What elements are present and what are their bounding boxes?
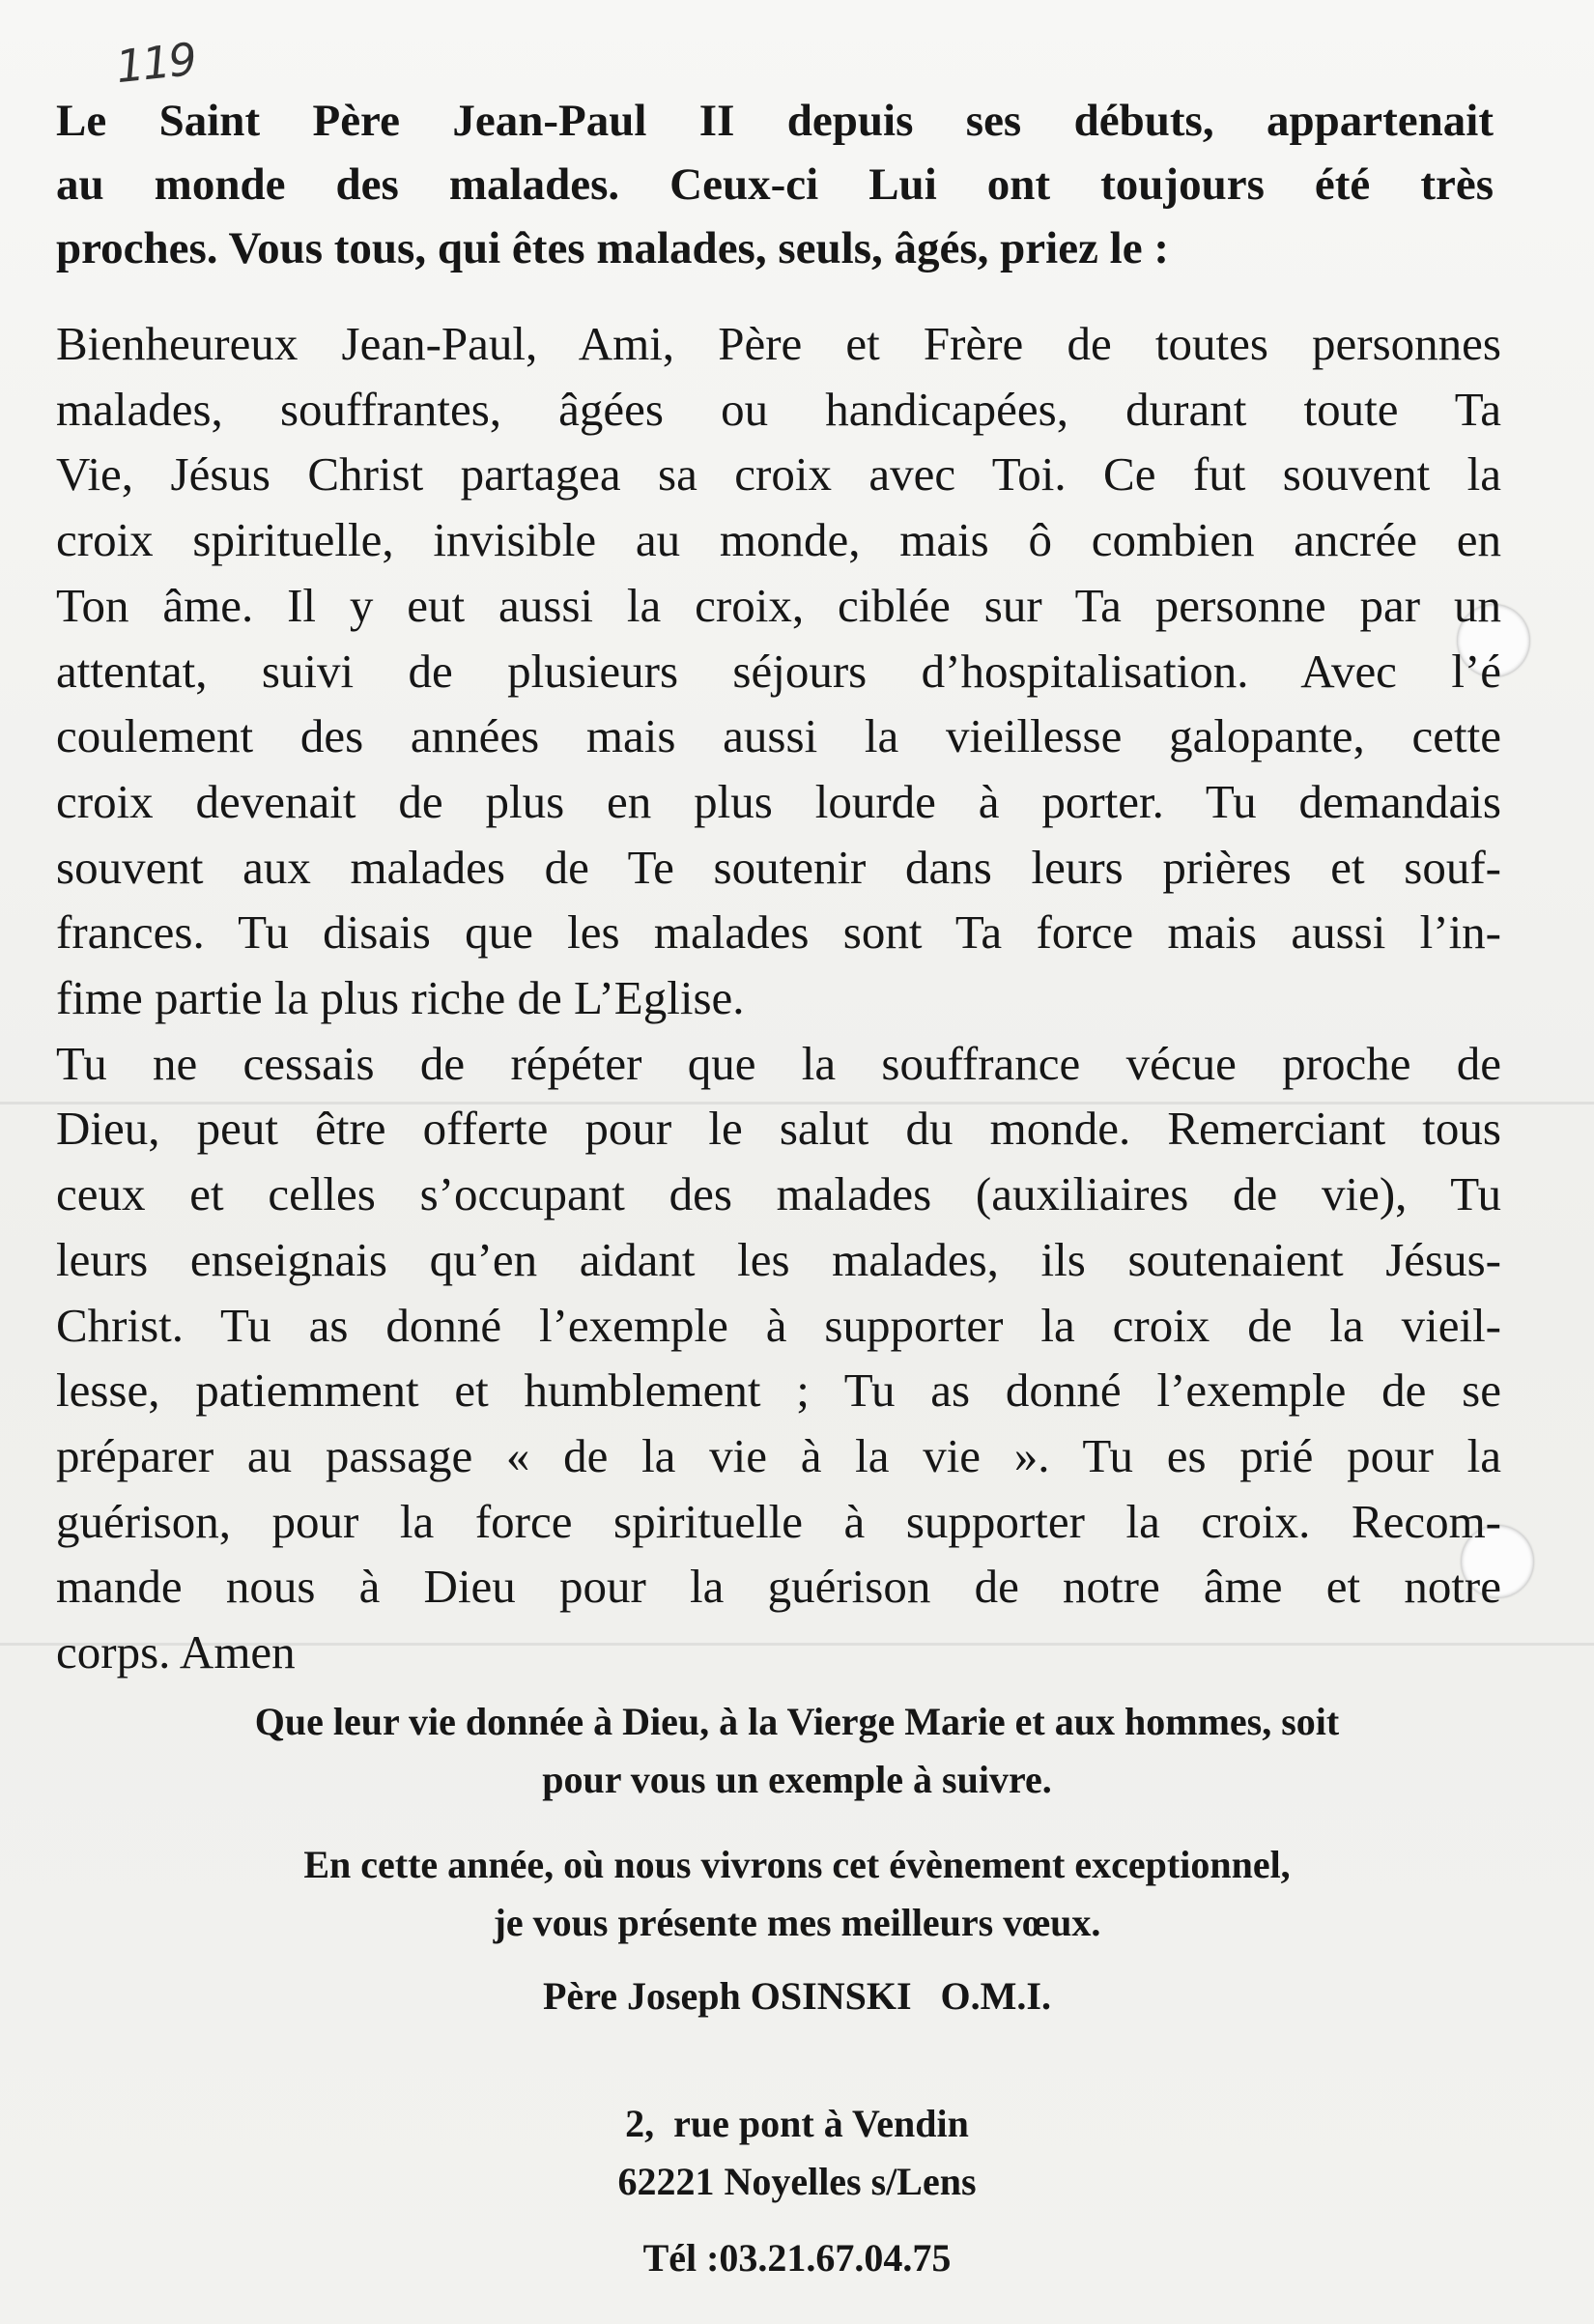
prayer-line: Bienheureux Jean-Paul, Ami, Père et Frère de toutes personnes: [56, 317, 1501, 370]
wishes-statement: [0, 1836, 1594, 1952]
intro-line: proches. Vous tous, qui êtes malades, seuls, âgés, priez le :: [56, 223, 1169, 273]
prayer-line: croix spirituelle, invisible au monde, mais ô combien ancrée en: [56, 513, 1501, 567]
closing-statement: [0, 1693, 1594, 1809]
address-line: 2, rue pont à Vendin: [625, 2102, 969, 2145]
prayer-line: Ton âme. Il y eut aussi la croix, ciblée sur Ta personne par un: [56, 578, 1501, 632]
prayer-line: guérison, pour la force spirituelle à supporter la croix. Recom-: [56, 1494, 1501, 1548]
prayer-line: Christ. Tu as donné l’exemple à supporter la croix de la vieil-: [56, 1298, 1501, 1352]
prayer-line: préparer au passage « de la vie à la vie ». Tu es prié pour la: [56, 1428, 1501, 1482]
closing-line: pour vous un exemple à suivre.: [542, 1758, 1052, 1801]
intro-line: au monde des malades. Ceux-ci Lui ont toujours été très: [56, 159, 1494, 210]
closing-line: Que leur vie donnée à Dieu, à la Vierge Marie et aux hommes, soit: [254, 1700, 1340, 1743]
prayer-line: frances. Tu disais que les malades sont Ta force mais aussi l’in-: [56, 905, 1501, 960]
handwritten-page-number: 119: [113, 32, 198, 94]
signature: [0, 1967, 1594, 2025]
prayer-line: fime partie la plus riche de L’Eglise.: [56, 971, 745, 1025]
wishes-line: je vous présente mes meilleurs vœux.: [493, 1901, 1101, 1944]
postal-address: [0, 2095, 1594, 2211]
prayer-line: Tu ne cessais de répéter que la souffrance vécue proche de: [56, 1036, 1501, 1090]
prayer-line: malades, souffrantes, âgées ou handicapées, durant toute Ta: [56, 382, 1501, 436]
prayer-text: [56, 311, 1501, 1685]
prayer-line: souvent aux malades de Te soutenir dans leurs prières et souf-: [56, 840, 1501, 894]
prayer-line: mande nous à Dieu pour la guérison de notre âme et notre: [56, 1560, 1501, 1614]
prayer-line: corps. Amen: [56, 1625, 296, 1679]
prayer-line: croix devenait de plus en plus lourde à porter. Tu demandais: [56, 774, 1501, 828]
prayer-line: Dieu, peut être offerte pour le salut du monde. Remerciant tous: [56, 1102, 1501, 1156]
signature-name: Père Joseph OSINSKI O.M.I.: [543, 1974, 1051, 2018]
prayer-line: attentat, suivi de plusieurs séjours d’hospitalisation. Avec l’é: [56, 644, 1501, 698]
prayer-line: coulement des années mais aussi la vieillesse galopante, cette: [56, 709, 1501, 763]
wishes-line: En cette année, où nous vivrons cet évènement exceptionnel,: [303, 1843, 1291, 1886]
prayer-line: ceux et celles s’occupant des malades (auxiliaires de vie), Tu: [56, 1167, 1501, 1221]
phone-text: Tél :03.21.67.04.75: [642, 2236, 952, 2280]
address-line: 62221 Noyelles s/Lens: [617, 2160, 977, 2203]
prayer-line: leurs enseignais qu’en aidant les malades, ils soutenaient Jésus-: [56, 1232, 1501, 1286]
prayer-line: lesse, patiemment et humblement ; Tu as donné l’exemple de se: [56, 1363, 1501, 1418]
intro-line: Le Saint Père Jean-Paul II depuis ses débuts, appartenait: [56, 96, 1494, 146]
intro-paragraph: [56, 89, 1494, 280]
prayer-line: Vie, Jésus Christ partagea sa croix avec Toi. Ce fut souvent la: [56, 447, 1501, 502]
phone-number: [0, 2229, 1594, 2287]
